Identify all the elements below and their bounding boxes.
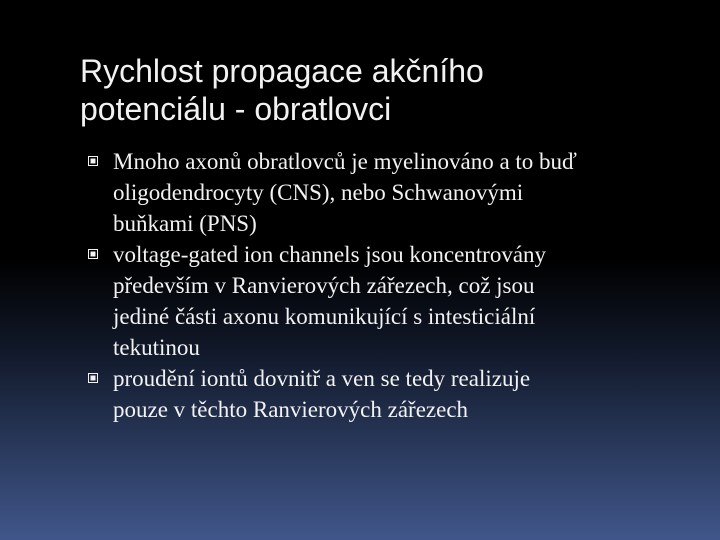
bullet-item: [88, 363, 688, 425]
bullet-text-line: buňkami (PNS): [113, 211, 257, 236]
bullet-item: [88, 146, 688, 239]
bullet-text-line: tekutinou: [113, 335, 200, 360]
bullet-item: [88, 239, 688, 363]
square-bullet-icon: [88, 156, 98, 166]
slide-title: [80, 52, 680, 128]
bullet-text-line: proudění iontů dovnitř a ven se tedy realizuje: [113, 366, 531, 391]
bullet-text-line: především v Ranvierových zářezech, což jsou: [113, 273, 535, 298]
bullet-text-line: jediné části axonu komunikující s intesticiální: [113, 304, 536, 329]
bullet-text-line: oligodendrocyty (CNS), nebo Schwanovými: [113, 180, 524, 205]
bullet-text-line: Mnoho axonů obratlovců je myelinováno a to buď: [113, 149, 577, 174]
bullet-text-line: voltage-gated ion channels jsou koncentrovány: [113, 242, 547, 267]
slide-title-line: potenciálu - obratlovci: [80, 91, 392, 127]
bullet-list: [88, 146, 688, 425]
slide-title-line: Rychlost propagace akčního: [80, 53, 484, 89]
bullet-text-line: pouze v těchto Ranvierových zářezech: [113, 397, 469, 422]
square-bullet-icon: [88, 373, 98, 383]
square-bullet-icon: [88, 249, 98, 259]
